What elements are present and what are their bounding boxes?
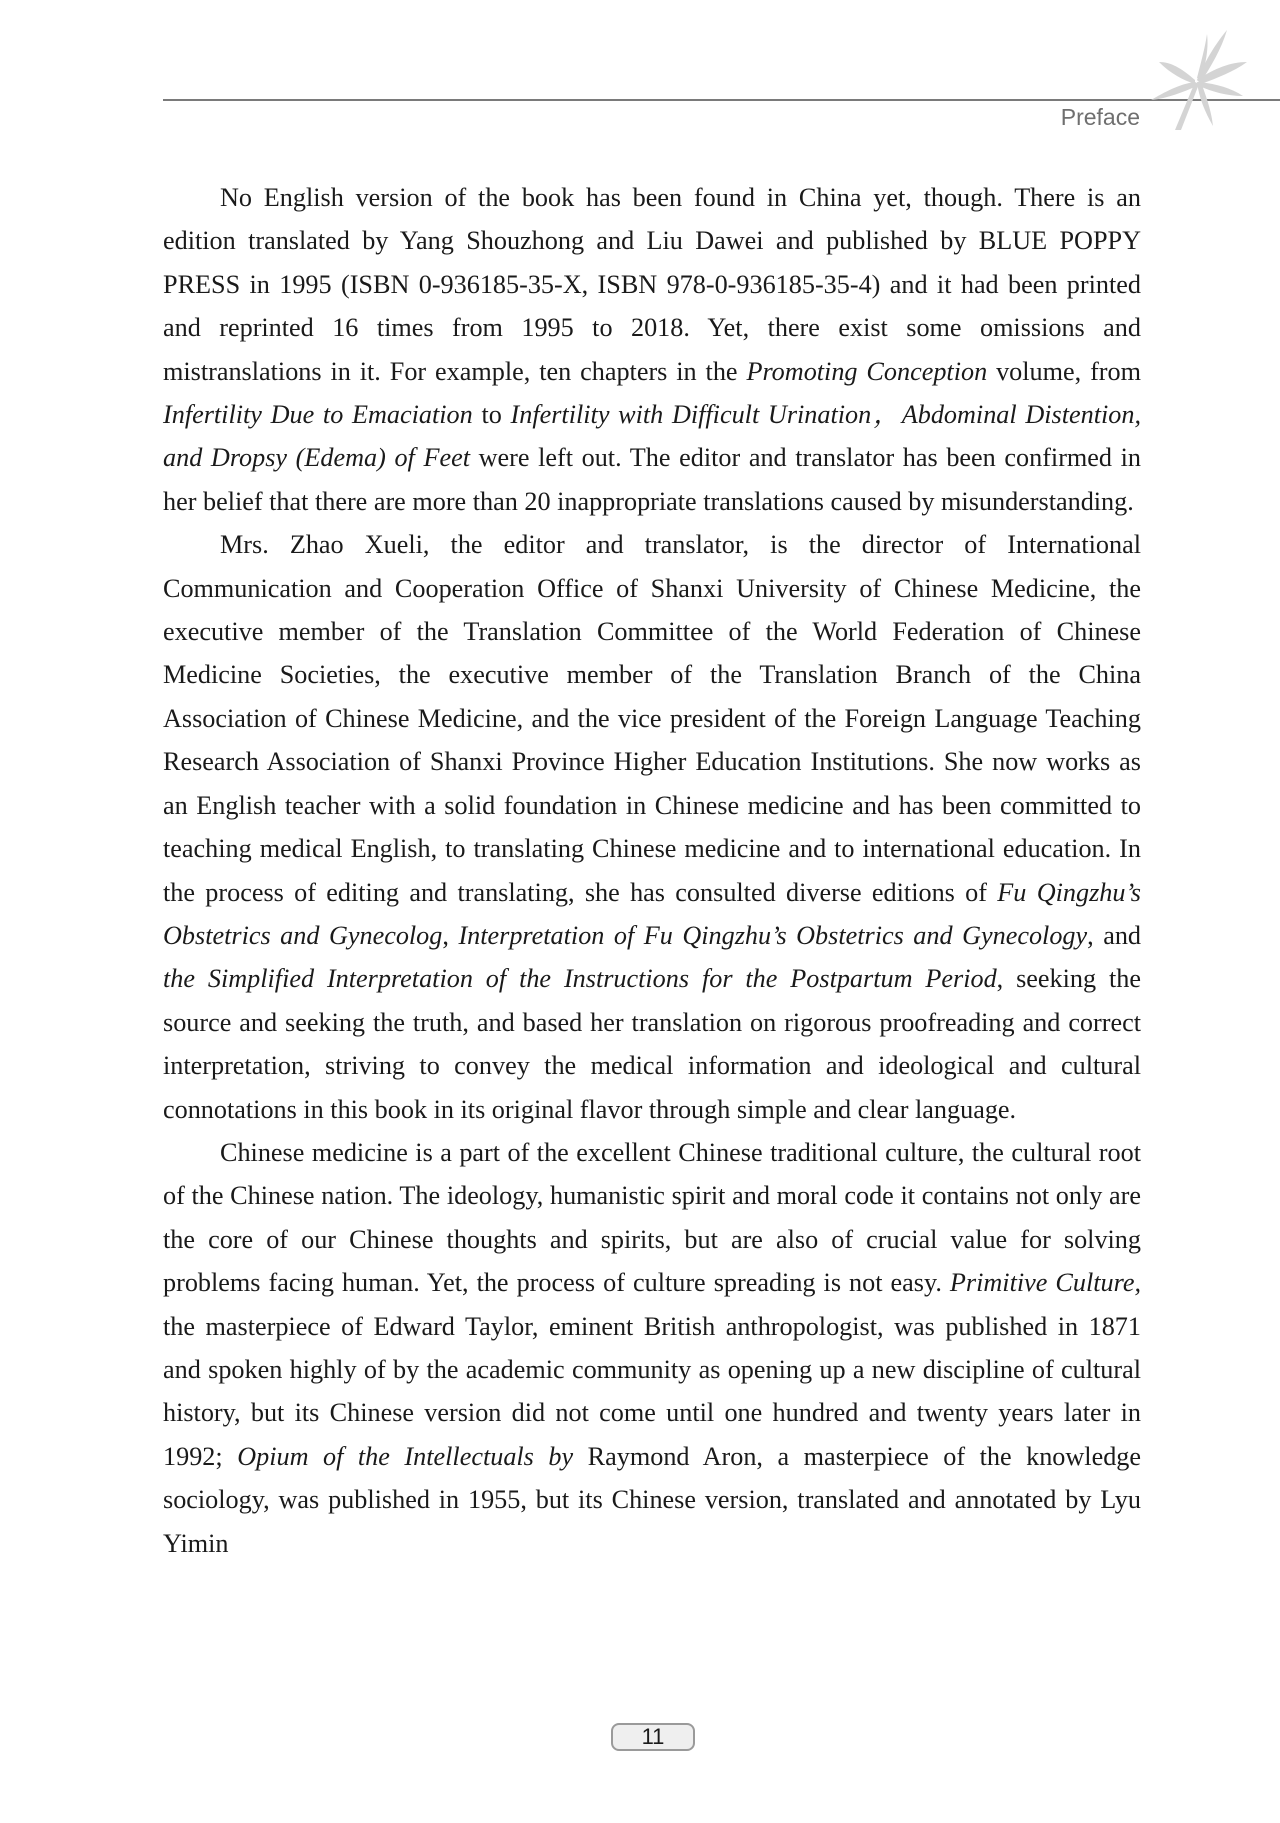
italic-title: the Simplified Interpretation of the Instructions for the Postpartum Period [163,964,997,994]
palm-leaf-icon [1135,22,1255,132]
text-run: , and [1087,920,1142,950]
text-run: volume, from [987,356,1141,386]
running-title: Preface [1060,104,1140,130]
text-run: No English version of the book has been found in China yet, though. There is an edition translated by Yang Shouzhong and Liu Dawei and published by BLUE POPPY PRESS in 1995 (ISBN 0-936185-35-X, ISBN 978-0-936185-35-4) and it had been printed and reprinted 16 times from 1995 to 2018. Yet, there exist some omissions and mistranslations in it. For example, ten chapters in the [163,183,1141,386]
header-rule [163,99,1280,101]
text-run: , [442,920,459,950]
italic-title: Fu Qingzhu’s Obstetrics and Gynecolog [163,877,1141,950]
paragraph [163,176,1141,523]
paragraph [163,1131,1141,1565]
text-run: the masterpiece of Edward Taylor, eminent British anthropologist, was published in 1871 and spoken highly of by the academic community as opening up a new discipline of cultural history, but its Chinese version did not come until one hundred and twenty years later in 1992; [163,1311,1141,1471]
body-text [163,176,1141,1565]
italic-title: Opium of the Intellectuals by [237,1441,574,1471]
text-run: , seeking the source and seeking the truth, and based her translation on rigorous proofreading and correct interpretation, striving to convey the medical information and ideological and cultural connotations in this book in its original flavor through simple and clear language. [163,964,1141,1124]
italic-title: Infertility with Difficult Urination，Abdominal Distention, and Dropsy (Edema) of Feet [163,400,1142,473]
text-run: Raymond Aron, a masterpiece of the knowledge sociology, was published in 1955, but its Chinese version, translated and annotated by Lyu Yimin [163,1441,1142,1558]
text-run: to [472,400,511,430]
text-run: were left out. The editor and translator has been confirmed in her belief that there are more than 20 inappropriate translations caused by misunderstanding. [163,443,1141,516]
text-run: Mrs. Zhao Xueli, the editor and translator, is the director of International Communication and Cooperation Office of Shanxi University of Chinese Medicine, the executive member of the Translation Committee of the World Federation of Chinese Medicine Societies, the executive member of the Translation Branch of the China Association of Chinese Medicine, and the vice president of the Foreign Language Teaching Research Association of Shanxi Province Higher Education Institutions. She now works as an English teacher with a solid foundation in Chinese medicine and has been committed to teaching medical English, to translating Chinese medicine and to international education. In the process of editing and translating, she has consulted diverse editions of [163,530,1141,907]
italic-title: Primitive Culture, [949,1268,1141,1298]
italic-title: Promoting Conception [746,356,988,386]
text-run: Chinese medicine is a part of the excellent Chinese traditional culture, the cultural root of the Chinese nation. The ideology, humanistic spirit and moral code it contains not only are the core of our Chinese thoughts and spirits, but are also of crucial value for solving problems facing human. Yet, the process of culture spreading is not easy. [163,1137,1141,1298]
page-number: 11 [611,1723,695,1751]
italic-title: Interpretation of Fu Qingzhu’s Obstetrics and Gynecology [458,920,1088,950]
italic-title: Infertility Due to Emaciation [163,400,473,430]
paragraph [163,523,1141,1131]
